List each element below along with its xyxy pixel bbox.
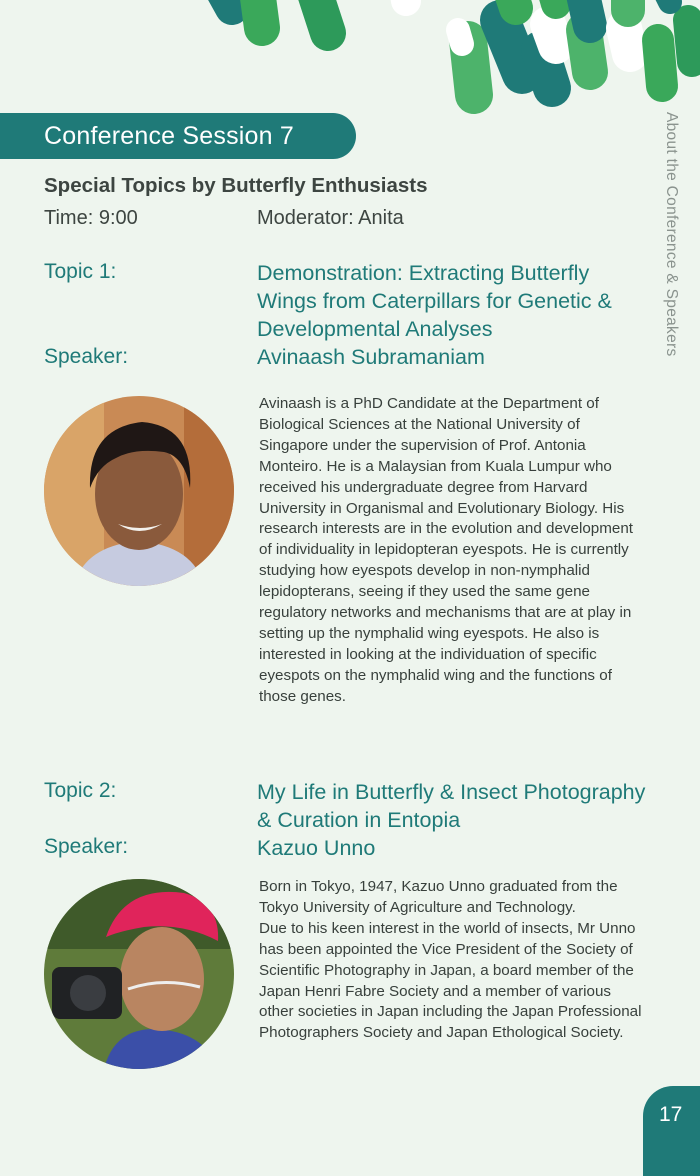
topic2-speaker-bio: [259, 877, 644, 1044]
session-time: Time: 9:00: [44, 207, 138, 229]
side-section-label: About the Conference & Speakers: [663, 112, 680, 357]
page-number: 17: [659, 1103, 683, 1126]
session-moderator: Moderator: Anita: [257, 207, 404, 229]
session-subtitle: Special Topics by Butterfly Enthusiasts: [44, 174, 428, 197]
decorative-leaves: [0, 0, 700, 115]
topic1-speaker-bio: Avinaash is a PhD Candidate at the Department of Biological Sciences at the National University of Singapore under the supervision of Prof. Antonia Monteiro. He is a Malaysian from Kuala Lumpur who received his undergraduate degree from Harvard University in Organismal and Evolutionary Biology. His research interests are in the evolution and development of individuality in lepidopteran eyespots. He is currently studying how eyespots develop in non-nymphalid lepidopterans, seeing if they used the same gene regulatory networks and mechanisms that are at play in setting up the nymphalid wing eyespots. He also is interested in looking at the individuation of specific eyespots on the nymphalid wing and the functions of those genes.: [259, 395, 634, 705]
topic2-bio-paragraph-2: Due to his keen interest in the world of insects, Mr Unno has been appointed the Vice President of the Society of Scientific Photography in Japan, a board member of the Japan Henri Fabre Society and a member of various other societies in Japan including the Japan Professional Photographers Society and Japan Ethological Society.: [259, 919, 642, 1042]
topic1-title: Demonstration: Extracting Butterfly Wings from Caterpillars for Genetic & Developmental Analyses: [257, 261, 612, 341]
topic2-title: My Life in Butterfly & Insect Photography & Curation in Entopia: [257, 780, 646, 832]
speaker2-photo: [44, 879, 234, 1069]
topic2-bio-paragraph-1: Born in Tokyo, 1947, Kazuo Unno graduated from the Tokyo University of Agriculture and Technology.: [259, 878, 618, 916]
session-banner: [0, 113, 356, 159]
speaker1-photo: [44, 396, 234, 586]
topic1-speaker-name: Avinaash Subramaniam: [257, 345, 485, 369]
topic2-speaker-name: Kazuo Unno: [257, 836, 376, 860]
session-title: Conference Session 7: [44, 121, 294, 150]
page-number-tab: [643, 1086, 700, 1176]
topic2-label: Topic 2:: [44, 779, 117, 802]
topic1-label: Topic 1:: [44, 260, 117, 283]
topic2-speaker-label: Speaker:: [44, 835, 129, 858]
topic1-speaker-label: Speaker:: [44, 345, 129, 368]
